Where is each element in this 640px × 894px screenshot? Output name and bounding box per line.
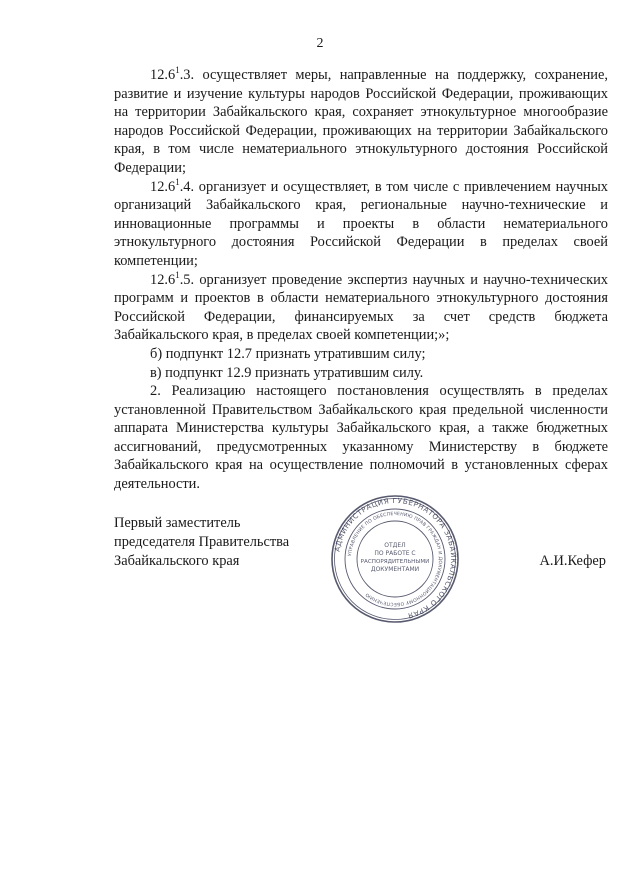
official-seal-stamp [330,494,460,624]
paragraph-text: .4. организует и осуществляет, в том числе с привлечением научных организаций Забайкальского края, региональные научно-технические и инновационные программы и проекты в области нематериального этнокультурного достояния Российской Федерации в пределах своей компетенции; [114,178,608,269]
position-line: председателя Правительства [114,534,290,550]
signatory-name: А.И.Кефер [539,553,606,569]
position-line: Забайкальского края [114,553,240,569]
paragraph-text: 2. Реализацию настоящего постановления осуществлять в пределах установленной Правительством Забайкальского края предельной численности аппарата Министерства культуры Забайкальского края, а также бюджетных ассигнований, предусмотренных указанному Министерству в бюджете Забайкальского края на осуществление полномочий в установленных сферах деятельности. [114,383,608,493]
paragraph-text: .5. организует проведение экспертиз научных и научно-технических программ и проектов в области нематериального этнокультурного достояния Российской Федерации, финансируемых за счет средств бюджета Забайкальского края, в пределах своей компетенции;»; [114,271,608,344]
paragraph-12-6-1-3 [114,66,608,178]
document-body [114,66,608,494]
paragraph-12-6-1-5 [114,271,608,345]
paragraph-2 [114,382,608,494]
stamp-center-line: РАСПОРЯДИТЕЛЬНЫМИ [360,559,430,565]
paragraph-text: б) подпункт 12.7 признать утратившим силу; [150,345,426,362]
stamp-center-line: ПО РАБОТЕ С [374,550,416,557]
clause-superscript: 1 [175,65,180,76]
paragraph-text: .3. осуществляет меры, направленные на поддержку, сохранение, развитие и изучение культуры народов Российской Федерации, проживающих на территории Забайкальского края, сохраняет этнокультурное многообразие народов Российской Федерации, проживающих на территории Забайкальского края, в том числе нематериального этнокультурного достояния Российской Федерации; [114,67,608,176]
stamp-inner-text: УПРАВЛЕНИЕ ПО ОБЕСПЕЧЕНИЮ ПРАВ ГРАЖДАН И ДОКУМЕНТАЦИОННОМУ ОБЕСПЕЧЕНИЮ [348,511,443,607]
stamp-outer-text: АДМИНИСТРАЦИЯ ГУБЕРНАТОРА ЗАБАЙКАЛЬСКОГО КРАЯ [332,495,459,621]
clause-superscript: 1 [175,176,180,187]
paragraph-12-6-1-4 [114,178,608,271]
clause-number: 12.6 [150,67,176,83]
stamp-center-line: ДОКУМЕНТАМИ [370,566,420,573]
paragraph-subitem-b [114,345,608,364]
position-line: Первый заместитель [114,515,241,531]
signatory-position [114,514,289,571]
paragraph-subitem-v [114,364,608,383]
stamp-center-line: ОТДЕЛ [384,542,406,549]
clause-number: 12.6 [150,178,176,195]
page-number: 2 [316,36,324,51]
clause-number: 12.6 [150,271,176,288]
clause-superscript: 1 [175,269,180,280]
paragraph-text: в) подпункт 12.9 признать утратившим силу. [150,364,424,381]
